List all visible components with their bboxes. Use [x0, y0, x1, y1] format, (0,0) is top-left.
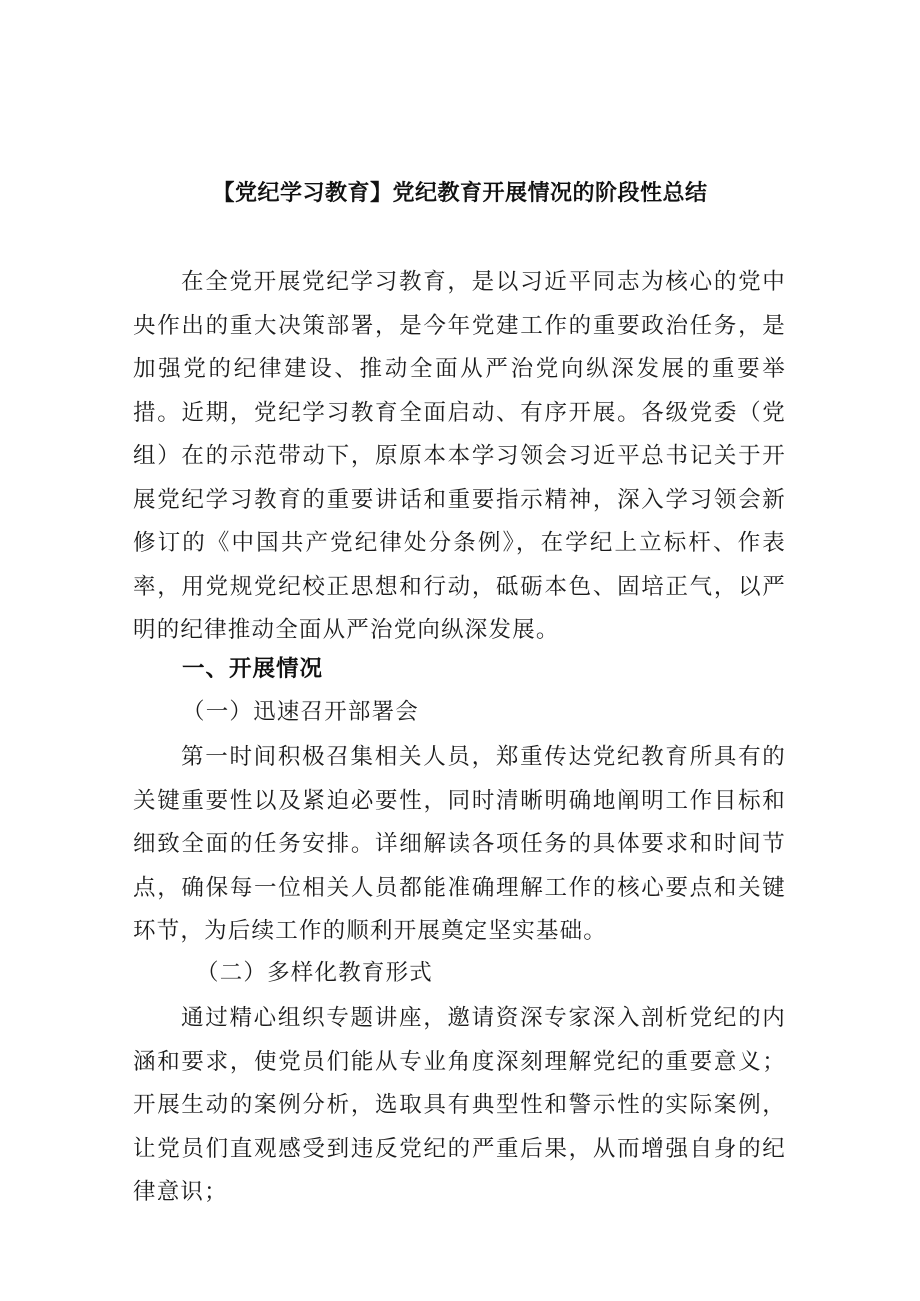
- document-title: 【党纪学习教育】党纪教育开展情况的阶段性总结: [212, 181, 708, 206]
- intro-paragraph-block: [133, 261, 786, 653]
- subsection-1-body-block: [133, 736, 786, 954]
- section-heading-1: 一、开展情况: [182, 656, 324, 682]
- subsection-1-paragraph: 第一时间积极召集相关人员，郑重传达党纪教育所具有的关键重要性以及紧迫必要性，同时清晰明确地阐明工作目标和细致全面的任务安排。详细解读各项任务的具体要求和时间节点，确保每一位相关人员都能准确理解工作的核心要点和关键环节，为后续工作的顺利开展奠定坚实基础。: [133, 744, 786, 944]
- subsection-2-body-block: [133, 997, 786, 1215]
- subsection-heading-1: （一）迅速召开部署会: [182, 699, 420, 725]
- subsection-heading-2: （二）多样化教育形式: [196, 960, 434, 986]
- intro-paragraph: 在全党开展党纪学习教育，是以习近平同志为核心的党中央作出的重大决策部署，是今年党建工作的重要政治任务，是加强党的纪律建设、推动全面从严治党向纵深发展的重要举措。近期，党纪学习教育全面启动、有序开展。各级党委（党组）在的示范带动下，原原本本学习领会习近平总书记关于开展党纪学习教育的重要讲话和重要指示精神，深入学习领会新修订的《中国共产党纪律处分条例》，在学纪上立标杆、作表率，用党规党纪校正思想和行动，砥砺本色、固培正气，以严明的纪律推动全面从严治党向纵深发展。: [133, 269, 786, 643]
- subsection-2-paragraph: 通过精心组织专题讲座，邀请资深专家深入剖析党纪的内涵和要求，使党员们能从专业角度深刻理解党纪的重要意义；开展生动的案例分析，选取具有典型性和警示性的实际案例，让党员们直观感受到违反党纪的严重后果，从而增强自身的纪律意识；: [133, 1005, 786, 1205]
